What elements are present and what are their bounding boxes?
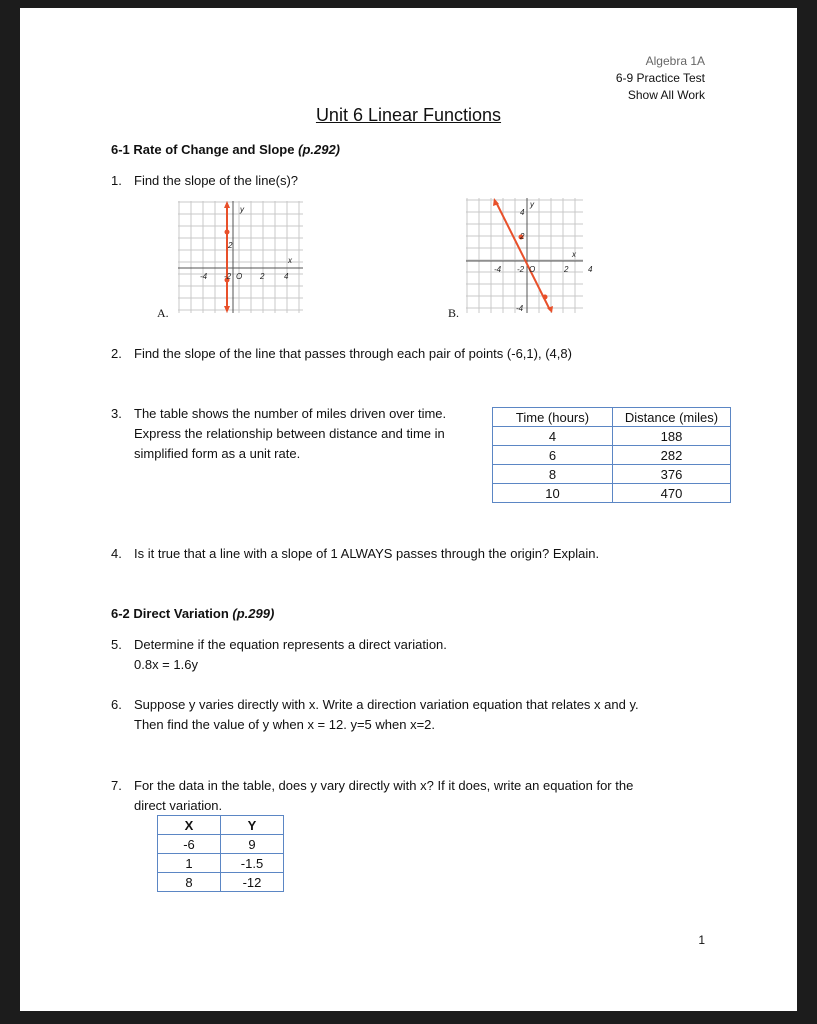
table-row bbox=[493, 427, 731, 446]
question-4 bbox=[111, 544, 761, 564]
question-text-line: Determine if the equation represents a direct variation. bbox=[134, 637, 447, 652]
graph-a-label: A. bbox=[157, 306, 169, 320]
y-axis-label: y bbox=[240, 205, 244, 214]
page-title: Unit 6 Linear Functions bbox=[315, 105, 502, 125]
question-number: 2. bbox=[111, 346, 122, 361]
table-cell: 1 bbox=[158, 854, 221, 873]
table-cell: 8 bbox=[158, 873, 221, 892]
question-text-line: simplified form as a unit rate. bbox=[134, 446, 301, 461]
table-row bbox=[493, 446, 731, 465]
table-cell: 4 bbox=[493, 427, 613, 446]
graph-point bbox=[225, 230, 230, 235]
question-number: 6. bbox=[111, 697, 122, 712]
miles-time-table bbox=[492, 407, 731, 503]
table-cell: 8 bbox=[493, 465, 613, 484]
work-instruction: Show All Work bbox=[627, 88, 705, 102]
table-row bbox=[158, 835, 284, 854]
y-tick-label: 2 bbox=[520, 232, 525, 241]
question-text-line: Then find the value of y when x = 12. y=5 when x=2. bbox=[134, 717, 435, 732]
question-5 bbox=[111, 635, 761, 675]
test-name: 6-9 Practice Test bbox=[615, 71, 705, 85]
question-text-line: For the data in the table, does y vary directly with x? If it does, write an equation for the bbox=[134, 778, 634, 793]
question-number: 3. bbox=[111, 406, 122, 421]
equation: 0.8x = 1.6y bbox=[134, 657, 198, 672]
table-cell: 376 bbox=[613, 465, 731, 484]
table-cell: 188 bbox=[613, 427, 731, 446]
table-cell: 9 bbox=[221, 835, 284, 854]
section-label: 6-1 Rate of Change and Slope bbox=[111, 142, 295, 157]
section-label: 6-2 Direct Variation bbox=[111, 606, 229, 621]
x-tick-label: 4 bbox=[284, 272, 289, 281]
page-number: 1 bbox=[698, 933, 705, 947]
question-text: Is it true that a line with a slope of 1 ALWAYS passes through the origin? Explain. bbox=[134, 546, 600, 561]
column-header: Time (hours) bbox=[493, 408, 613, 427]
section-heading-direct-variation bbox=[111, 606, 274, 621]
course-name: Algebra 1A bbox=[645, 54, 705, 68]
x-tick-label: 2 bbox=[260, 272, 265, 281]
table-row bbox=[493, 484, 731, 503]
y-tick-label: 2 bbox=[228, 241, 233, 250]
question-1 bbox=[111, 171, 711, 191]
x-axis-label: x bbox=[572, 250, 576, 259]
question-number: 4. bbox=[111, 546, 122, 561]
y-tick-label: 4 bbox=[520, 208, 525, 217]
table-cell: 470 bbox=[613, 484, 731, 503]
section-page-ref: (p.292) bbox=[298, 142, 341, 157]
origin-label: O bbox=[236, 272, 243, 281]
column-header: Distance (miles) bbox=[613, 408, 731, 427]
graph-point bbox=[543, 295, 548, 300]
question-number: 1. bbox=[111, 173, 122, 188]
x-tick-label: -2 bbox=[224, 272, 232, 281]
table-cell: -12 bbox=[221, 873, 284, 892]
table-cell: 6 bbox=[493, 446, 613, 465]
table-cell: 282 bbox=[613, 446, 731, 465]
question-text-line: The table shows the number of miles driven over time. bbox=[134, 406, 447, 421]
table-cell: -1.5 bbox=[221, 854, 284, 873]
table-header-row bbox=[158, 816, 284, 835]
table-row bbox=[158, 854, 284, 873]
section-heading-rate-of-change bbox=[111, 142, 340, 157]
question-3 bbox=[111, 404, 491, 464]
y-axis-label: y bbox=[530, 200, 534, 209]
question-number: 5. bbox=[111, 637, 122, 652]
table-header-row bbox=[493, 408, 731, 427]
column-header: X bbox=[158, 816, 221, 835]
worksheet-page bbox=[20, 8, 797, 1011]
x-tick-label: -2 bbox=[517, 265, 525, 274]
question-text: Find the slope of the line(s)? bbox=[134, 173, 299, 188]
question-6 bbox=[111, 695, 761, 735]
x-tick-label: -4 bbox=[494, 265, 502, 274]
section-page-ref: (p.299) bbox=[232, 606, 275, 621]
x-axis-label: x bbox=[288, 256, 292, 265]
question-number: 7. bbox=[111, 778, 122, 793]
question-7 bbox=[111, 776, 761, 816]
question-2 bbox=[111, 344, 761, 364]
column-header: Y bbox=[221, 816, 284, 835]
question-text: Find the slope of the line that passes through each pair of points (-6,1), (4,8) bbox=[134, 346, 572, 361]
x-tick-label: 2 bbox=[564, 265, 569, 274]
graph-b bbox=[466, 198, 593, 313]
graph-line bbox=[496, 202, 550, 310]
question-text-line: Suppose y varies directly with x. Write a direction variation equation that relates x and y. bbox=[134, 697, 639, 712]
origin-label: O bbox=[529, 265, 536, 274]
table-row bbox=[493, 465, 731, 484]
y-tick-label: -4 bbox=[516, 304, 524, 313]
x-tick-label: 4 bbox=[588, 265, 593, 274]
x-tick-label: -4 bbox=[200, 272, 208, 281]
graph-b-label: B. bbox=[448, 306, 460, 320]
table-cell: -6 bbox=[158, 835, 221, 854]
question-text-line: Express the relationship between distance and time in bbox=[134, 426, 445, 441]
table-cell: 10 bbox=[493, 484, 613, 503]
xy-table bbox=[157, 815, 284, 892]
table-row bbox=[158, 873, 284, 892]
question-text-line: direct variation. bbox=[134, 798, 223, 813]
graph-a bbox=[178, 201, 303, 313]
